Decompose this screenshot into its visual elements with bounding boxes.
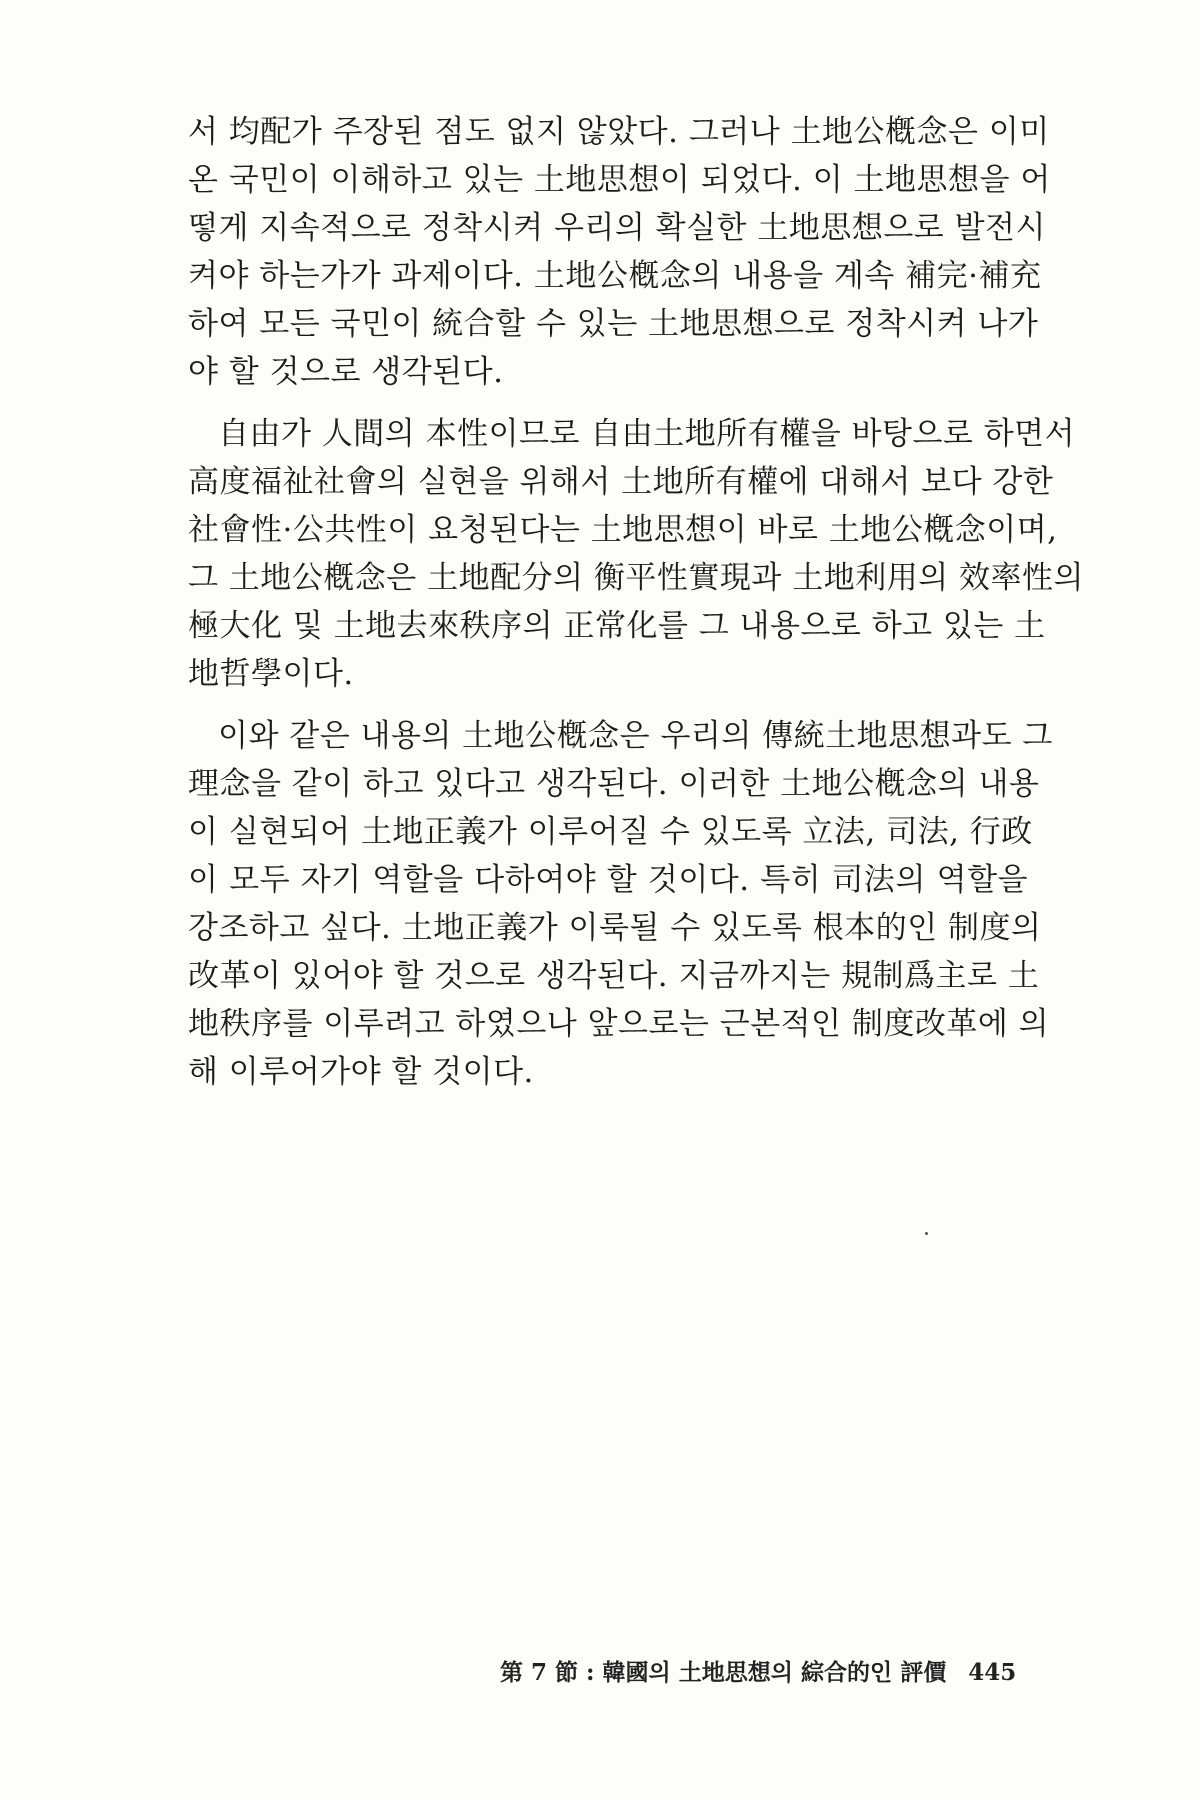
text-line: 改革이 있어야 할 것으로 생각된다. 지금까지는 規制爲主로 土 <box>188 958 1040 994</box>
text-line: 야 할 것으로 생각된다. <box>188 354 504 390</box>
paragraph-3 <box>188 712 1053 1096</box>
text-line: 하여 모든 국민이 統合할 수 있는 土地思想으로 정착시켜 나가 <box>188 306 1039 342</box>
text-line: 켜야 하는가가 과제이다. 土地公槪念의 내용을 계속 補完·補充 <box>188 258 1042 294</box>
text-line: 地哲學이다. <box>188 656 354 692</box>
footer-section-title: 第 7 節 : 韓國의 土地思想의 綜合的인 評價 <box>500 1659 947 1686</box>
text-line: 高度福祉社會의 실현을 위해서 土地所有權에 대해서 보다 강한 <box>188 464 1054 500</box>
paragraph-2 <box>188 410 1084 698</box>
text-line: 極大化 및 土地去來秩序의 正常化를 그 내용으로 하고 있는 土 <box>188 608 1046 644</box>
text-line: 이와 같은 내용의 土地公槪念은 우리의 傳統土地思想과도 그 <box>218 718 1053 754</box>
text-line: 理念을 같이 하고 있다고 생각된다. 이러한 土地公槪念의 내용 <box>188 766 1040 802</box>
text-line: 이 실현되어 土地正義가 이루어질 수 있도록 立法, 司法, 行政 <box>188 814 1033 850</box>
text-line: 강조하고 싶다. 土地正義가 이룩될 수 있도록 根本的인 制度의 <box>188 910 1042 946</box>
text-line: 서 均配가 주장된 점도 없지 않았다. 그러나 土地公槪念은 이미 <box>188 114 1050 150</box>
text-line: 이 모두 자기 역할을 다하여야 할 것이다. 특히 司法의 역할을 <box>188 862 1028 898</box>
text-line: 해 이루어가야 할 것이다. <box>188 1054 534 1090</box>
text-line: 그 土地公槪念은 土地配分의 衡平性實現과 土地利用의 效率性의 <box>188 560 1084 596</box>
text-line: 떻게 지속적으로 정착시켜 우리의 확실한 土地思想으로 발전시 <box>188 210 1046 246</box>
text-line: 地秩序를 이루려고 하였으나 앞으로는 근본적인 制度改革에 의 <box>188 1006 1050 1042</box>
text-line: 온 국민이 이해하고 있는 土地思想이 되었다. 이 土地思想을 어 <box>188 162 1051 198</box>
print-speck <box>925 1232 928 1235</box>
text-line: 社會性·公共性이 요청된다는 土地思想이 바로 土地公槪念이며, <box>188 512 1058 548</box>
text-line: 自由가 人間의 本性이므로 自由土地所有權을 바탕으로 하면서 <box>218 416 1076 452</box>
body-text <box>188 108 1084 1110</box>
paragraph-1 <box>188 108 1051 396</box>
running-footer <box>500 1655 1020 1691</box>
page-number: 445 <box>968 1659 1017 1686</box>
